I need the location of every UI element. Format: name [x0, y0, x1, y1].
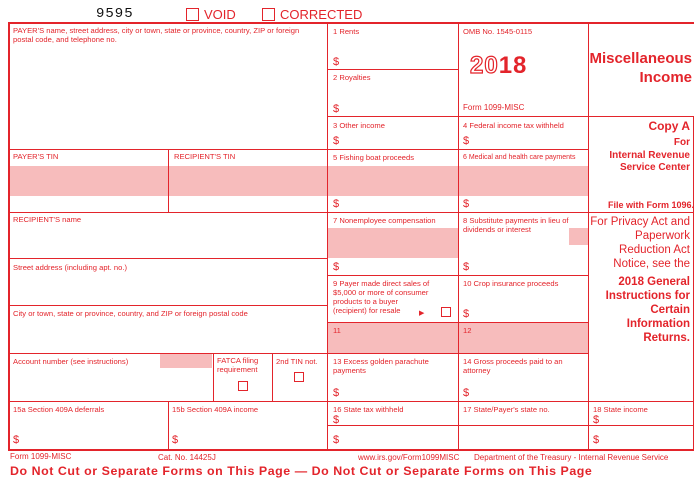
box18-dollar-1: $ — [593, 414, 600, 426]
file-with-1096: File with Form 1096. — [607, 200, 694, 210]
box18-label: 18 State income — [593, 405, 648, 414]
copy-for: For — [673, 137, 690, 148]
box5-shade — [328, 166, 458, 196]
box12-shade — [459, 322, 588, 353]
box14-dollar: $ — [463, 387, 470, 399]
box5-label: 5 Fishing boat proceeds — [333, 153, 415, 162]
box15a-dollar: $ — [13, 434, 20, 446]
void-checkbox[interactable] — [186, 8, 199, 21]
barcode-number: 9595 — [96, 6, 134, 22]
do-not-cut-warning: Do Not Cut or Separate Forms on This Page — Do Not Cut or Separate Forms on This Page — [10, 464, 593, 478]
privacy-notice: For Privacy Act and Paperwork Reduction Act Notice, see the — [590, 216, 690, 270]
box7-shade — [328, 228, 458, 258]
box8-dollar: $ — [463, 261, 470, 273]
box4-label: 4 Federal income tax withheld — [463, 121, 564, 130]
footer-form — [10, 452, 71, 461]
box12-label: 12 — [463, 326, 472, 335]
box15a-label: 15a Section 409A deferrals — [13, 405, 105, 414]
account-number-label: Account number (see instructions) — [13, 357, 129, 366]
recipient-tin-label: RECIPIENT'S TIN — [174, 152, 236, 161]
box16-label: 16 State tax withheld — [333, 405, 404, 414]
box6-shade — [459, 166, 588, 196]
box10-dollar: $ — [463, 308, 470, 320]
box2-label: 2 Royalties — [333, 73, 371, 82]
tax-year-prefix: 20 — [470, 52, 499, 79]
corrected-label: CORRECTED — [280, 7, 363, 22]
box1-dollar: $ — [333, 56, 340, 68]
box16-dollar-2: $ — [333, 434, 340, 446]
recipient-name-label: RECIPIENT'S name — [13, 215, 82, 224]
box3-label: 3 Other income — [333, 121, 385, 130]
box15b-label: 15b Section 409A income — [172, 405, 259, 414]
payer-tin-label: PAYER'S TIN — [13, 152, 59, 161]
box7-label: 7 Nonemployee compensation — [333, 216, 436, 225]
box14-label: 14 Gross proceeds paid to an attorney — [463, 357, 563, 375]
box4-dollar: $ — [463, 135, 470, 147]
box8-label: 8 Substitute payments in lieu of dividends or interest — [463, 216, 569, 234]
box13-label: 13 Excess golden parachute payments — [333, 357, 429, 375]
corrected-checkbox[interactable] — [262, 8, 275, 21]
omb-number: OMB No. 1545-0115 — [463, 27, 533, 36]
box11-shade — [328, 322, 458, 353]
box18-dollar-2: $ — [593, 434, 600, 446]
box11-label: 11 — [333, 326, 341, 335]
tin-not-checkbox[interactable] — [294, 372, 304, 382]
box17-label: 17 State/Payer's state no. — [463, 405, 550, 414]
box9-arrow-icon: ▶ — [419, 310, 425, 317]
omb-form-text: Form 1099-MISC — [463, 103, 525, 112]
form-title-line1: Miscellaneous — [589, 50, 692, 67]
tax-year — [470, 52, 527, 80]
fatca-label: FATCA filing requirement — [217, 356, 259, 374]
instructions-reference: 2018 General Instructions for Certain Information Returns. — [605, 276, 690, 344]
box9-checkbox[interactable] — [441, 307, 451, 317]
form-title-line2: Income — [639, 69, 692, 86]
box15b-dollar: $ — [172, 434, 179, 446]
box6-label: 6 Medical and health care payments — [463, 154, 576, 161]
payer-name-label: PAYER'S name, street address, city or town, state or province, country, ZIP or foreign postal code, and telephone no. — [13, 26, 300, 44]
box16-dollar-1: $ — [333, 414, 340, 426]
omb-form-label — [463, 103, 524, 112]
box1-label: 1 Rents — [333, 27, 360, 36]
footer-form-text: Form 1099-MISC — [10, 452, 72, 461]
box5-dollar: $ — [333, 198, 340, 210]
city-label: City or town, state or province, country, and ZIP or foreign postal code — [13, 309, 248, 318]
void-label: VOID — [204, 7, 236, 22]
box3-dollar: $ — [333, 135, 340, 147]
copy-a: Copy A — [648, 119, 690, 133]
footer-cat: Cat. No. 14425J — [158, 453, 216, 462]
footer-dept: Department of the Treasury - Internal Revenue Service — [474, 453, 669, 462]
tax-year-suffix: 18 — [498, 52, 528, 79]
box6-dollar: $ — [463, 198, 470, 210]
copy-irs: Internal Revenue Service Center — [609, 150, 690, 173]
street-address-label: Street address (including apt. no.) — [13, 263, 127, 272]
footer-url: www.irs.gov/Form1099MISC — [358, 453, 460, 462]
tin-not-label: 2nd TIN not. — [276, 357, 318, 366]
box10-label: 10 Crop insurance proceeds — [463, 279, 559, 288]
box2-dollar: $ — [333, 103, 340, 115]
box7-dollar: $ — [333, 261, 340, 273]
box13-dollar: $ — [333, 387, 340, 399]
box9-label: 9 Payer made direct sales of $5,000 or more of consumer products to a buyer (recipient) for resale — [333, 279, 430, 315]
account-shade — [160, 354, 212, 368]
fatca-checkbox[interactable] — [238, 381, 248, 391]
